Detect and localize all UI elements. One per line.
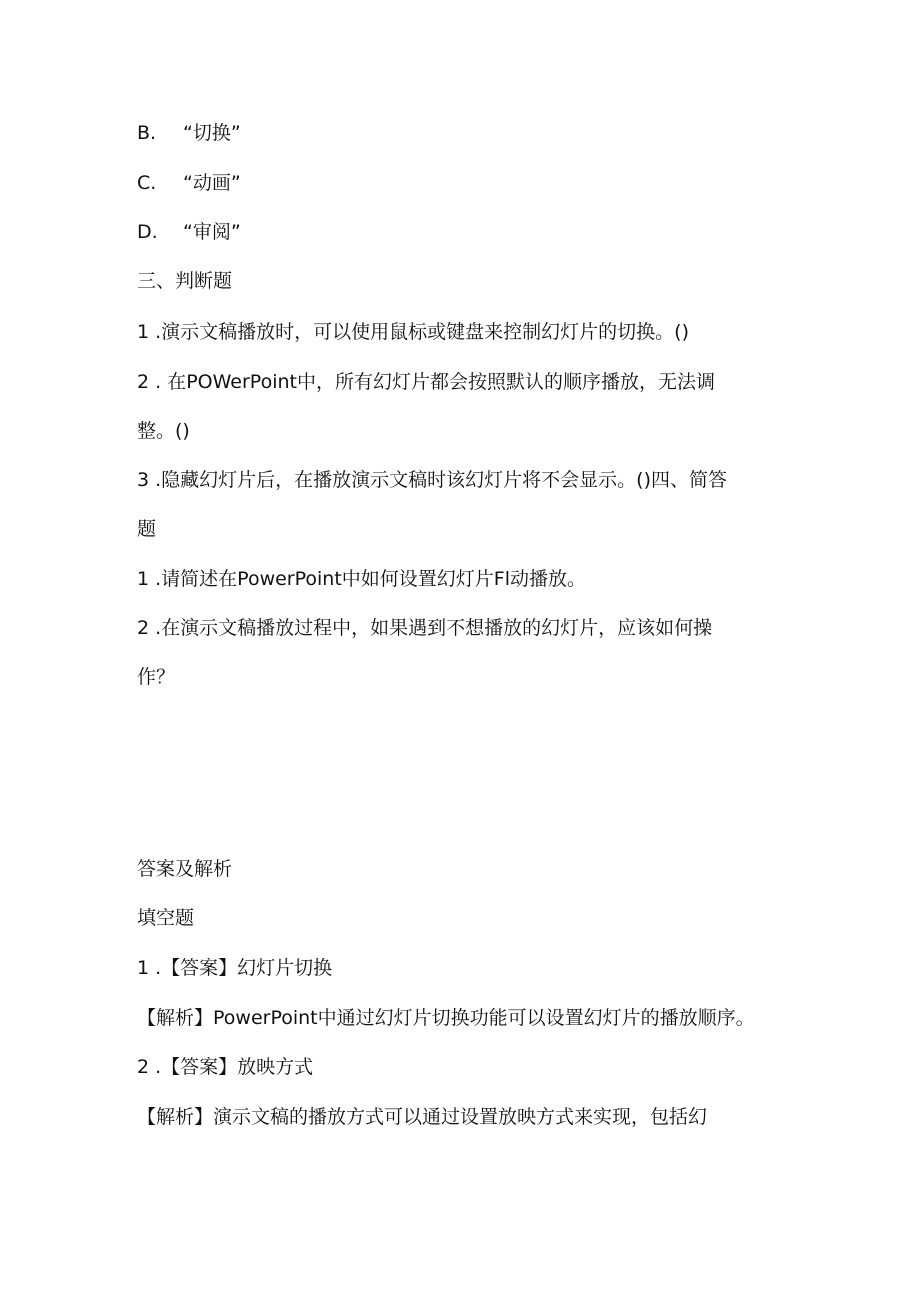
judgement-q3-cont: 题	[137, 518, 157, 540]
answer-2: 2 .【答案】放映方式	[137, 1056, 314, 1078]
section-title-judgement: 三、判断题	[137, 270, 233, 292]
judgement-q3: 3 .隐藏幻灯片后，在播放演示文稿时该幻灯片将不会显示。()四、简答	[137, 469, 727, 491]
short-answer-q2-cont: 作？	[137, 666, 176, 688]
analysis-2: 【解析】演示文稿的播放方式可以通过设置放映方式来实现，包括幻	[137, 1106, 708, 1128]
fill-blank-title: 填空题	[137, 907, 195, 929]
analysis-1: 【解析】PowerPoint中通过幻灯片切换功能可以设置幻灯片的播放顺序。	[137, 1007, 755, 1029]
judgement-q2: 2 . 在POWerPoint中，所有幻灯片都会按照默认的顺序播放，无法调	[137, 371, 715, 393]
option-text: “审阅”	[183, 221, 241, 243]
option-text: “动画”	[183, 172, 241, 194]
short-answer-q1: 1 .请简述在PowerPoint中如何设置幻灯片Fl动播放。	[137, 568, 586, 590]
answers-title: 答案及解析	[137, 858, 233, 880]
option-text: “切换”	[183, 122, 241, 144]
answer-1: 1 .【答案】幻灯片切换	[137, 957, 333, 979]
judgement-q2-cont: 整。()	[137, 420, 190, 442]
option-d	[137, 219, 241, 245]
option-letter: D.	[137, 221, 158, 243]
judgement-q1: 1 .演示文稿播放时，可以使用鼠标或键盘来控制幻灯片的切换。()	[137, 321, 689, 343]
short-answer-q2: 2 .在演示文稿播放过程中，如果遇到不想播放的幻灯片，应该如何操	[137, 617, 713, 639]
option-c	[137, 170, 241, 196]
option-letter: C.	[137, 172, 157, 194]
option-letter: B.	[137, 122, 157, 144]
option-b	[137, 120, 241, 146]
